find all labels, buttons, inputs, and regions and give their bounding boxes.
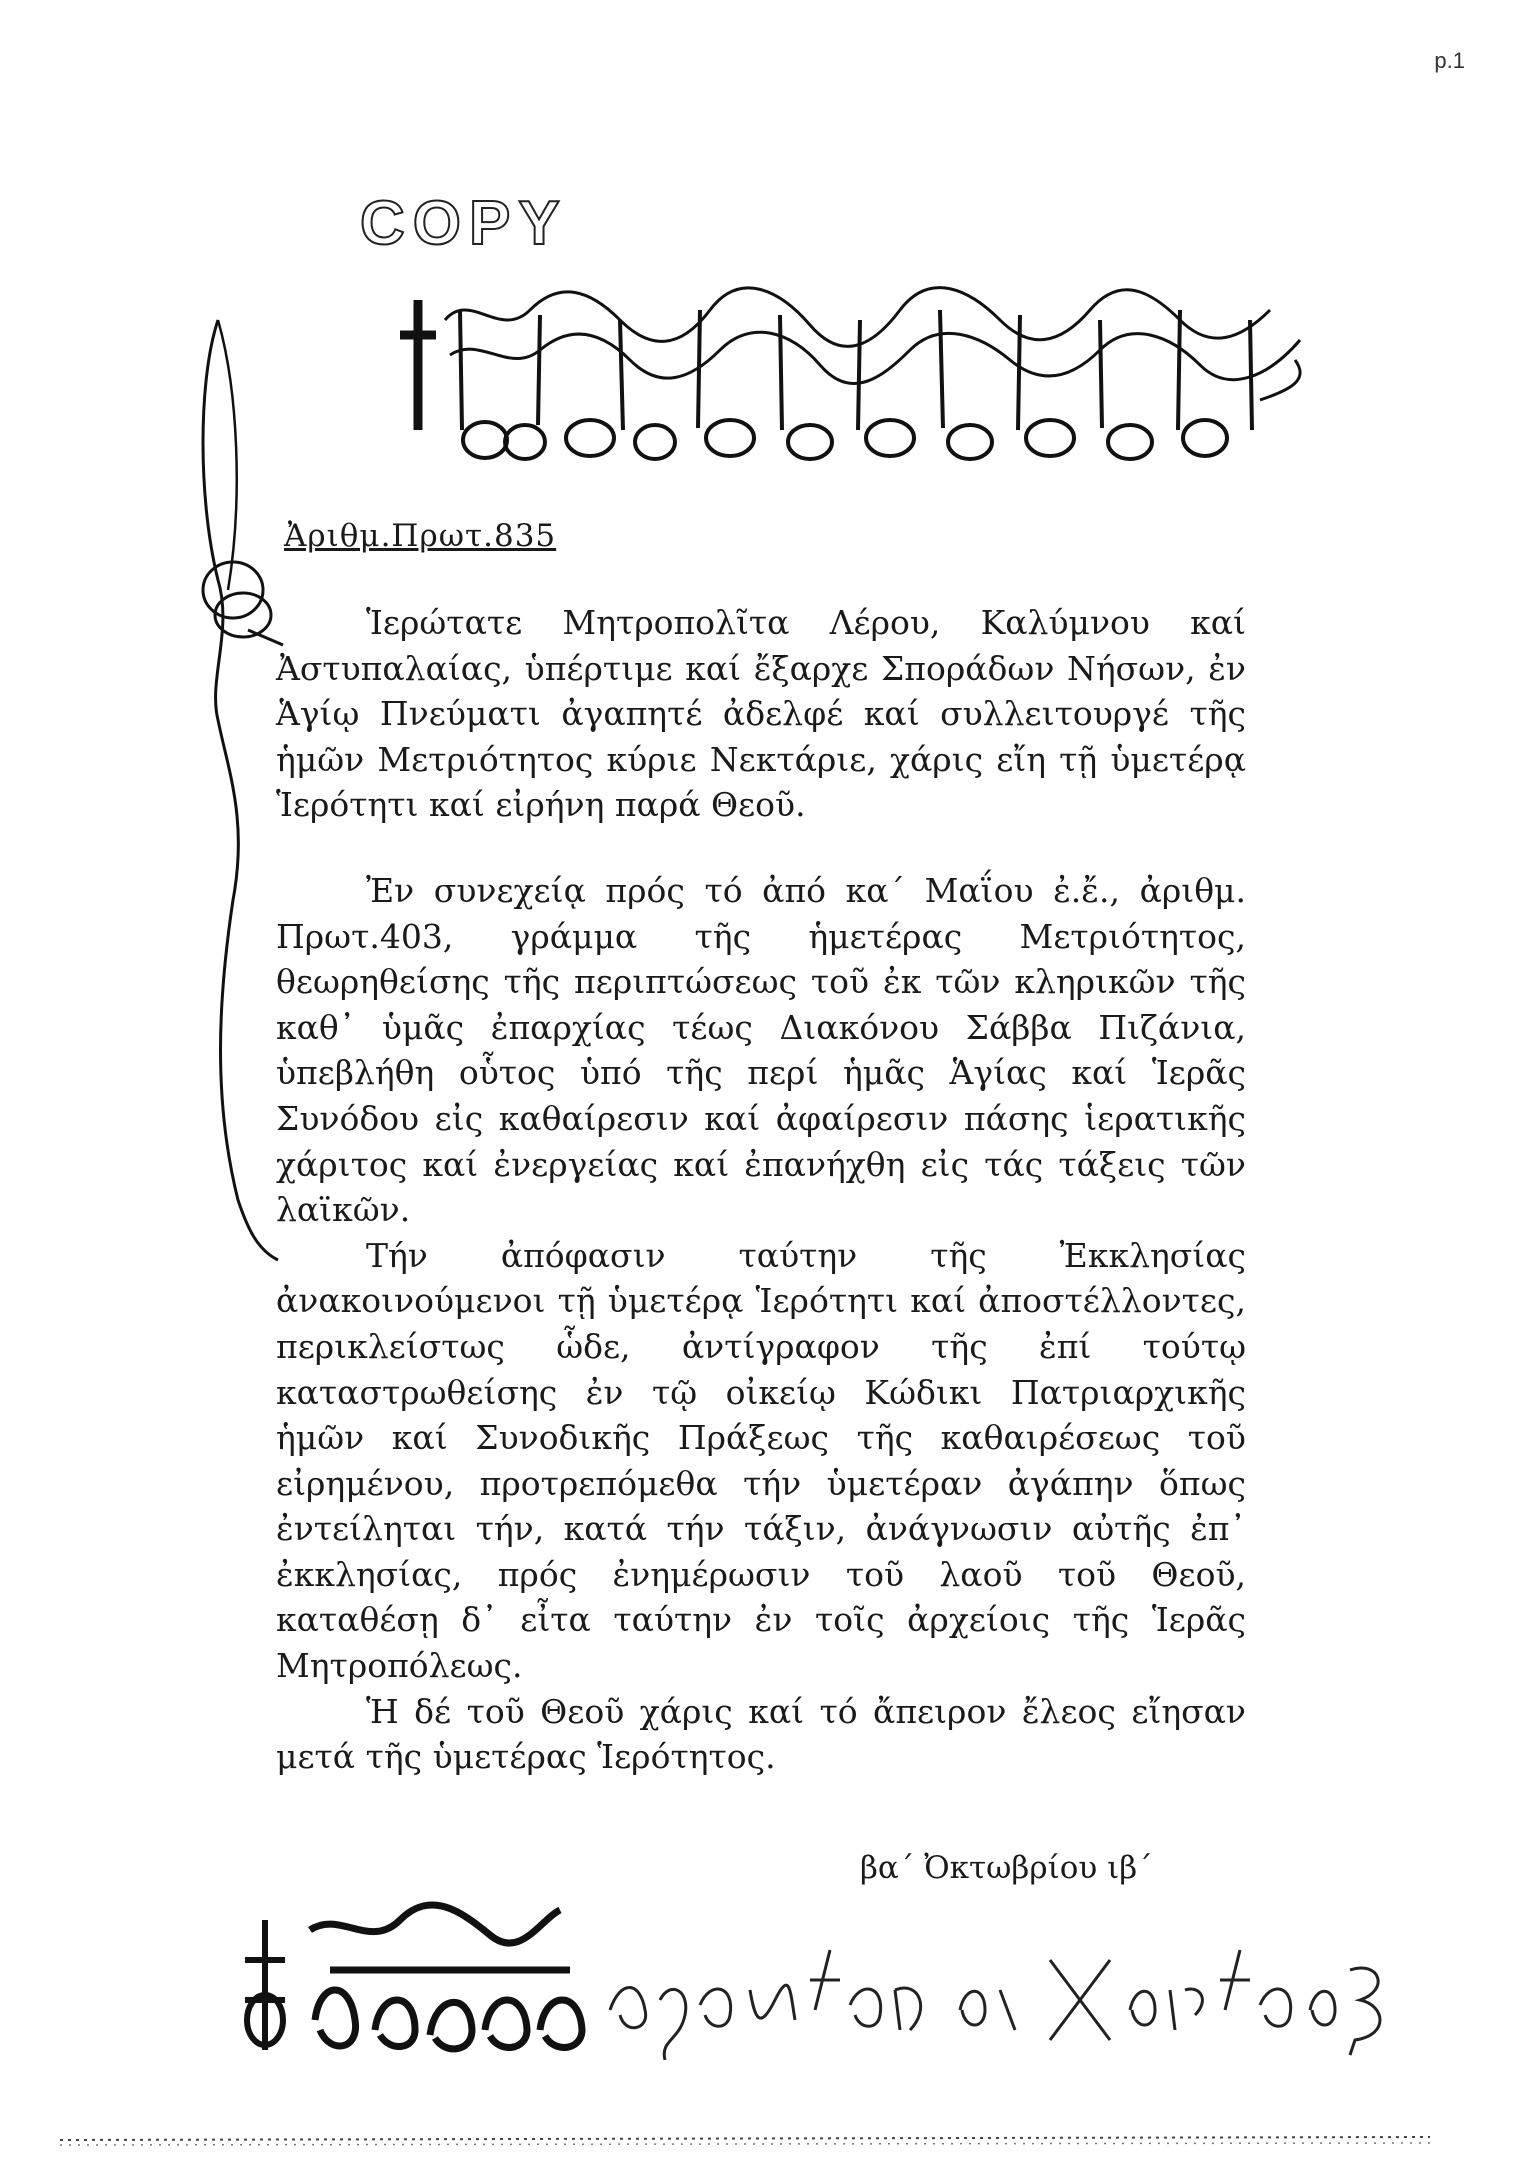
paragraph-decision: Ἐν συνεχείᾳ πρός τό ἀπό κα΄ Μαΐου ἐ.ἔ., ἀριθμ. Πρωτ.403, γράμμα τῆς ἡμετέρας Μετριότητος, θεωρηθείσης τῆς περιπτώσεως τοῦ ἐκ τῶν κληρικῶν τῆς καθ᾽ ὑμᾶς ἐπαρχίας τέως Διακόνου Σάββα Πιζάνια, ὑπεβλήθη οὗτος ὑπό τῆς περί ἡμᾶς Ἁγίας καί Ἱερᾶς Συνόδου εἰς καθαίρεσιν καί ἀφαίρεσιν πάσης ἱερατικῆς χάριτος καί ἐνεργείας καί ἐπανήχθη εἰς τάς τάξεις τῶν λαϊκῶν.: [276, 870, 1246, 1230]
copy-stamp: COPY: [360, 189, 568, 258]
scan-edge-artifact: [0, 2125, 1527, 2159]
paragraph-salutation: Ἱερώτατε Μητροπολῖτα Λέρου, Καλύμνου καί Ἀστυπαλαίας, ὑπέρτιμε καί ἔξαρχε Σποράδων Νήσων, ἐν Ἁγίῳ Πνεύματι ἀγαπητέ ἀδελφέ καί συλλειτουργέ τῆς ἡμῶν Μετριότητος κύριε Νεκτάριε, χάρις εἴη τῇ ὑμετέρᾳ Ἱερότητι καί εἰρήνη παρά Θεοῦ.: [276, 603, 1246, 825]
patriarchal-monogram: [390, 280, 1310, 484]
letter-body: [276, 600, 1246, 1780]
date-line: βα΄ Ὀκτωβρίου ιβ΄: [860, 1850, 1153, 1886]
paragraph-instruction: Τήν ἀπόφασιν ταύτην τῆς Ἐκκλησίας ἀνακοινούμενοι τῇ ὑμετέρᾳ Ἱερότητι καί ἀποστέλλοντες, περικλείστως ὧδε, ἀντίγραφον τῆς ἐπί τούτῳ καταστρωθείσης ἐν τῷ οἰκείῳ Κώδικι Πατριαρχικῆς ἡμῶν καί Συνοδικῆς Πράξεως τῆς καθαιρέσεως τοῦ εἰρημένου, προτρεπόμεθα τήν ὑμετέραν ἀγάπην ὅπως ἐντείληται τήν, κατά τήν τάξιν, ἀνάγνωσιν αὐτῆς ἐπ᾽ ἐκκλησίας, πρός ἐνημέρωσιν τοῦ λαοῦ τοῦ Θεοῦ, καταθέσῃ δ᾽ εἶτα ταύτην ἐν τοῖς ἀρχείοις τῆς Ἱερᾶς Μητροπόλεως.: [276, 1235, 1246, 1686]
paragraph-blessing: Ἡ δέ τοῦ Θεοῦ χάρις καί τό ἄπειρον ἔλεος εἴησαν μετά τῆς ὑμετέρας Ἱερότητος.: [276, 1691, 1246, 1777]
page-number: p.1: [1434, 48, 1465, 73]
patriarch-signature: [240, 1890, 1400, 2064]
protocol-reference: Ἀριθμ.Πρωτ.835: [284, 518, 557, 554]
